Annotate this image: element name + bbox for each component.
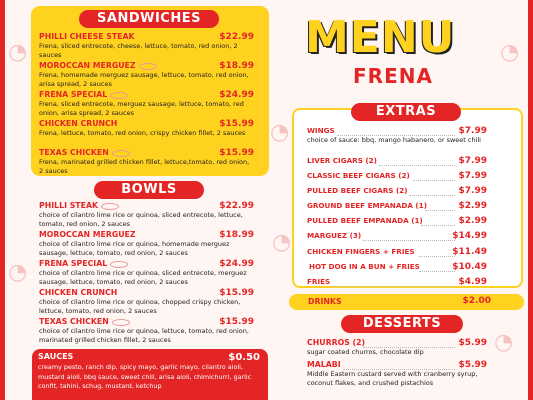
- item-name: CHICKEN CRUNCH: [39, 119, 118, 128]
- item-price: $15.99: [219, 288, 254, 298]
- item-name: FRENA SPECIAL: [39, 90, 108, 99]
- extras-title: EXTRAS: [351, 103, 461, 121]
- item-name: SAUCES: [38, 352, 74, 361]
- leader-dots: [409, 195, 455, 196]
- item-name: MOROCCAN MERGUEZ: [39, 230, 136, 239]
- item-description: choice of cilantro lime rice or quinoa, sliced entrecote, merguez sausage, lettuce, tomato, red onion, 2 sauces: [39, 269, 247, 287]
- item-name: FRIES: [307, 276, 331, 286]
- menu-item: [39, 32, 254, 61]
- menu-item: [307, 262, 487, 277]
- item-price: $2.99: [458, 201, 487, 212]
- burger-icon: ◔: [494, 330, 514, 355]
- item-description: choice of cilantro lime rice or quinoa, chopped crispy chicken, lettuce, tomato, red onion, 2 sauces: [39, 298, 241, 316]
- menu-item: [39, 259, 254, 288]
- item-name: CHICKEN CRUNCH: [39, 288, 118, 297]
- menu-item: [39, 230, 254, 259]
- menu-logo: MENU: [305, 12, 456, 63]
- item-description: Frena, sliced entrecote, cheese, lettuce, tomato, red onion, 2 sauces: [39, 42, 238, 60]
- item-price: $0.50: [228, 352, 260, 363]
- item-price: $22.99: [219, 32, 254, 42]
- left-border: [0, 0, 5, 400]
- item-price: $2.00: [462, 296, 491, 306]
- menu-item: [307, 126, 487, 156]
- bowl-icon: [110, 261, 128, 268]
- item-name: LIVER CIGARS (2): [307, 156, 377, 165]
- item-description: Frena, homemade merguez sausage, lettuce, tomato, red onion, arisa spread, 2 sauces: [39, 71, 249, 89]
- item-price: $15.99: [219, 148, 254, 158]
- drinks-bar: [289, 294, 524, 310]
- item-description: Middle Eastern custard served with cranberry syrup, coconut flakes, and crushed pistachios: [307, 370, 478, 388]
- item-price: $22.99: [219, 201, 254, 211]
- item-price: $2.99: [458, 216, 487, 227]
- desserts-list: [307, 338, 487, 388]
- sandwich-icon: [110, 92, 128, 99]
- item-description: Frena, lettuce, tomato, red onion, crispy chicken fillet, 2 sauces: [39, 129, 246, 137]
- menu-item: [307, 186, 487, 201]
- sandwiches-title: SANDWICHES: [79, 10, 219, 28]
- sandwiches-list: [39, 32, 254, 177]
- item-price: $7.99: [458, 126, 487, 136]
- item-price: $11.49: [452, 246, 487, 257]
- item-name: FRENA SPECIAL: [39, 259, 108, 268]
- menu-item: [307, 231, 487, 246]
- leader-dots: [421, 225, 455, 226]
- bowl-icon: [101, 203, 119, 210]
- item-price: $10.49: [452, 261, 487, 272]
- item-price: $7.99: [458, 186, 487, 197]
- brand-name: FRENA: [353, 64, 433, 88]
- item-description: choice of cilantro lime rice or quinoa, sliced entrecote, lettuce, tomato, red onion, 2 sauces: [39, 211, 243, 229]
- menu-item: [307, 171, 487, 186]
- burger-icon: ◔: [500, 40, 520, 65]
- item-name: CHURROS (2): [307, 338, 366, 347]
- burger-icon: ◔: [270, 120, 290, 145]
- item-name: GROUND BEEF EMPANADA (1): [307, 201, 427, 211]
- item-name: HOT DOG IN A BUN + FRIES: [309, 261, 420, 271]
- sausage-icon: [139, 63, 157, 70]
- leader-dots: [343, 369, 455, 370]
- menu-item: [307, 156, 487, 171]
- item-description: creamy pesto, ranch dip, spicy mayo, garlic mayo, cilantro aioli, mustard aioli, bbq sauce, sweet chili, arisa aioli, chimichurri, garlic confit, tahini, schug, mustard, ketchup: [38, 363, 252, 390]
- item-name: MARGUEZ (3): [307, 231, 362, 241]
- menu-item: [307, 338, 487, 360]
- item-description: Frena, sliced entrecote, merguez sausage, lettuce, tomato, red onion, arisa spread, 2 sauces: [39, 100, 244, 118]
- bowls-title: BOWLS: [94, 181, 204, 199]
- item-price: $18.99: [219, 61, 254, 71]
- bowls-list: [39, 201, 254, 346]
- item-description: Frena, marinated grilled chicken fillet, lettuce,tomato, red onion, 2 sauces: [39, 158, 250, 176]
- item-name: CHICKEN FINGERS + FRIES: [307, 246, 415, 256]
- burger-icon: ◔: [272, 230, 292, 255]
- item-name: PULLED BEEF CIGARS (2): [307, 186, 408, 196]
- menu-item: [39, 317, 254, 346]
- item-name: DRINKS: [308, 297, 342, 306]
- leader-dots: [419, 256, 455, 257]
- leader-dots: [425, 210, 455, 211]
- menu-item: [307, 247, 487, 262]
- item-name: PULLED BEEF EMPANADA (1): [307, 216, 423, 226]
- burger-icon: ◔: [8, 40, 28, 65]
- item-name: TEXAS CHICKEN: [39, 317, 109, 326]
- leader-dots: [331, 286, 455, 287]
- item-description: sugar coated churros, chocolate dip: [307, 348, 424, 356]
- item-price: $7.99: [458, 171, 487, 182]
- item-price: $18.99: [219, 230, 254, 240]
- item-name: PHILLI STEAK: [39, 201, 99, 210]
- menu-item: [307, 360, 487, 388]
- menu-item: [39, 148, 254, 177]
- item-price: $5.99: [458, 360, 487, 370]
- item-price: $4.99: [458, 276, 487, 287]
- item-price: $7.99: [458, 156, 487, 166]
- item-description: choice of cilantro lime rice or quinoa, lettuce, tomato, red onion, marinated grilled chicken fillet, 2 sauces: [39, 327, 249, 345]
- menu-item: [307, 277, 487, 292]
- desserts-title: DESSERTS: [341, 315, 463, 333]
- item-name: PHILLI CHEESE STEAK: [39, 32, 135, 41]
- chicken-icon: [112, 150, 130, 157]
- item-description: choice of sauce: bbq, mango habanero, or sweet chili: [307, 136, 481, 144]
- leader-dots: [337, 135, 455, 136]
- item-name: MOROCCAN MERGUEZ: [39, 61, 136, 70]
- leader-dots: [363, 240, 455, 241]
- menu-item: [39, 288, 254, 317]
- leader-dots: [379, 165, 455, 166]
- item-name: CLASSIC BEEF CIGARS (2): [307, 171, 410, 181]
- sauces-panel: [32, 349, 268, 400]
- right-border: [528, 0, 533, 400]
- item-price: $24.99: [219, 90, 254, 100]
- leader-dots: [363, 347, 455, 348]
- item-name: MALABI: [307, 360, 341, 369]
- item-price: $5.99: [458, 338, 487, 348]
- menu-item: [39, 201, 254, 230]
- item-price: $14.99: [452, 231, 487, 242]
- menu-item: [307, 201, 487, 216]
- item-name: WINGS: [307, 126, 335, 135]
- extras-list: [307, 126, 487, 292]
- item-price: $24.99: [219, 259, 254, 269]
- menu-item: [307, 216, 487, 231]
- leader-dots: [413, 180, 455, 181]
- item-price: $15.99: [219, 317, 254, 327]
- chicken-icon: [112, 319, 130, 326]
- item-description: choice of cilantro lime rice or quinoa, homemade merguez sausage, lettuce, tomato, red onion, 2 sauces: [39, 240, 230, 258]
- item-name: TEXAS CHICKEN: [39, 148, 109, 157]
- menu-item: [39, 119, 254, 148]
- burger-icon: ◔: [8, 260, 28, 285]
- item-price: $15.99: [219, 119, 254, 129]
- leader-dots: [419, 271, 455, 272]
- menu-item: [39, 61, 254, 90]
- menu-item: [39, 90, 254, 119]
